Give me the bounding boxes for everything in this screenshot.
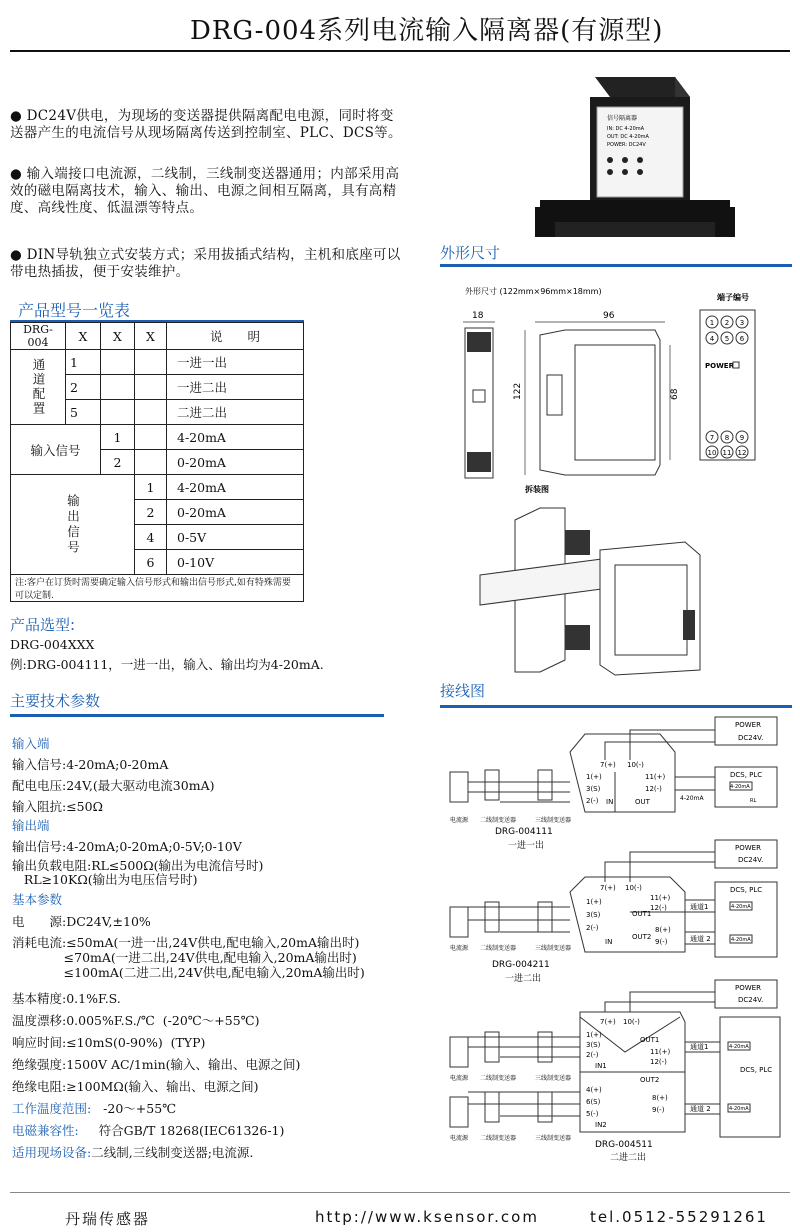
wiring-in: IN — [605, 938, 613, 946]
wiring-terminal: 7(+) — [600, 884, 616, 892]
photo-label-2: IN: DC 4-20mA — [607, 126, 645, 132]
output-section-title: 输出端 — [12, 818, 50, 833]
selection-example: 例:DRG-004111，一进一出，输入、输出均为4-20mA. — [10, 657, 324, 672]
wiring-rule — [440, 705, 792, 708]
terminal-title: 端子编号 — [717, 293, 749, 302]
channel-desc: 二进二出 — [167, 400, 304, 425]
terminal-number: 3 — [739, 319, 745, 327]
output-label: 输出信号 — [11, 475, 135, 575]
wiring-three-wire: 三线制变送器 — [535, 817, 572, 824]
spec-line: 基本精度:0.1%F.S. — [12, 991, 121, 1006]
wiring-source: 电流源 — [450, 1135, 469, 1142]
wiring-terminal: 6(S) — [586, 1098, 601, 1106]
basic-section-title: 基本参数 — [12, 892, 63, 907]
wiring-ch1: 通道1 — [690, 903, 709, 911]
title-divider — [10, 50, 790, 52]
output-code: 6 — [135, 550, 167, 575]
terminal-number: 5 — [724, 335, 730, 343]
wiring-two-wire: 二线制变送器 — [480, 1135, 517, 1142]
wiring-d3-model: DRG-004511 — [595, 1140, 653, 1150]
dim-68: 68 — [670, 388, 680, 400]
terminal-number: 10 — [707, 449, 717, 457]
specs-rule — [10, 714, 384, 717]
temp-value: -20～+55℃ — [103, 1101, 177, 1116]
output-code: 2 — [135, 500, 167, 525]
wiring-title: 接线图 — [440, 682, 486, 700]
wiring-terminal: 2(-) — [586, 924, 599, 932]
col-model: DRG-004 — [11, 323, 66, 350]
wiring-rl: RL — [750, 798, 757, 804]
specs-title: 主要技术参数 — [10, 692, 101, 710]
terminal-number: 7 — [709, 434, 715, 442]
wiring-three-wire: 三线制变送器 — [535, 1135, 572, 1142]
intro-paragraph-1: ● DC24V供电，为现场的变送器提供隔离配电电源，同时将变送器产生的电流信号从现场隔离传送到控制室、PLC、DCS等。 — [10, 108, 402, 141]
output-desc: 0-10V — [167, 550, 304, 575]
wiring-d2-desc: 一进二出 — [505, 974, 542, 984]
wiring-power: POWER — [735, 984, 761, 992]
wiring-ch2: 通道 2 — [690, 935, 711, 943]
terminal-number: 8 — [724, 434, 730, 442]
photo-label-1: 信号隔离器 — [607, 115, 638, 122]
wiring-in1: IN1 — [595, 1062, 607, 1070]
wiring-diagrams — [440, 712, 792, 1162]
col-x1: X — [66, 323, 101, 350]
input-code: 1 — [101, 425, 135, 450]
wiring-two-wire: 二线制变送器 — [480, 1075, 517, 1082]
selection-code: DRG-004XXX — [10, 637, 95, 652]
wiring-terminal: 12(-) — [650, 1058, 667, 1066]
wiring-dc24: DC24V. — [738, 856, 764, 864]
wiring-terminal: 8(+) — [655, 926, 671, 934]
wiring-ch1: 通道1 — [690, 1043, 709, 1051]
wiring-dcs: DCS, PLC — [730, 886, 763, 894]
specs-block — [12, 735, 432, 1164]
wiring-ma: 4-20mA — [729, 1106, 749, 1112]
model-table-title: 产品型号一览表 — [18, 301, 131, 320]
input-label: 输入信号 — [11, 425, 101, 475]
intro-paragraph-2: ● 输入端接口电流源，二线制，三线制变送器通用；内部采用高效的磁电隔离技术，输入、输出、电源之间相互隔离，具有高精度、高线性度、低温漂等特点。 — [10, 166, 400, 216]
footer-rule — [10, 1192, 790, 1193]
wiring-terminal: 3(S) — [586, 1041, 601, 1049]
wiring-d3-desc: 二进二出 — [610, 1153, 647, 1162]
wiring-terminal: 10(-) — [623, 1018, 640, 1026]
wiring-ma: 4-20mA — [730, 784, 750, 790]
wiring-dc24: DC24V. — [738, 734, 764, 742]
channel-desc: 一进一出 — [167, 350, 304, 375]
terminal-number: 9 — [739, 434, 745, 442]
product-photo — [535, 72, 740, 247]
wiring-terminal: 7(+) — [600, 761, 616, 769]
assembly-title: 拆装图 — [525, 485, 549, 494]
wiring-terminal: 4(+) — [586, 1086, 602, 1094]
wiring-terminal: 2(-) — [586, 1051, 599, 1059]
footer-company: 丹瑞传感器 — [65, 1210, 151, 1228]
wiring-terminal: 11(+) — [650, 1048, 671, 1056]
wiring-out: OUT — [635, 798, 650, 806]
output-desc: 0-20mA — [167, 500, 304, 525]
wiring-terminal: 2(-) — [586, 797, 599, 805]
output-desc: 4-20mA — [167, 475, 304, 500]
wiring-out2: OUT2 — [632, 933, 652, 941]
wiring-ma: 4-20mA — [731, 904, 751, 910]
input-section-title: 输入端 — [12, 736, 50, 751]
wiring-d2-model: DRG-004211 — [492, 960, 550, 970]
terminal-number: 11 — [722, 449, 732, 457]
wiring-terminal: 1(+) — [586, 898, 602, 906]
wiring-two-wire: 二线制变送器 — [480, 945, 517, 952]
spec-line: ≤70mA(一进二出,24V供电,配电输入,20mA输出时) — [12, 950, 357, 965]
spec-line: 输入信号:4-20mA;0-20mA — [12, 757, 169, 772]
channel-code: 1 — [66, 350, 101, 375]
wiring-terminal: 10(-) — [627, 761, 644, 769]
wiring-ch2: 通道 2 — [690, 1105, 711, 1113]
spec-line: RL≥10KΩ(输出为电压信号时) — [12, 872, 198, 887]
col-desc: 说 明 — [167, 323, 304, 350]
wiring-power: POWER — [735, 721, 761, 729]
wiring-terminal: 3(S) — [586, 911, 601, 919]
footer-url[interactable]: http://www.ksensor.com — [315, 1208, 539, 1226]
input-desc: 4-20mA — [167, 425, 304, 450]
wiring-terminal: 7(+) — [600, 1018, 616, 1026]
spec-line: 输入阻抗:≤50Ω — [12, 799, 103, 814]
output-code: 4 — [135, 525, 167, 550]
wiring-in: IN — [606, 798, 614, 806]
selection-title: 产品选型: — [10, 616, 76, 634]
spec-line: ≤100mA(二进二出,24V供电,配电输入,20mA输出时) — [12, 965, 365, 980]
wiring-out1: OUT1 — [640, 1036, 660, 1044]
dimension-caption: 外形尺寸 (122mm×96mm×18mm) — [465, 287, 602, 296]
terminal-number: 2 — [724, 319, 730, 327]
wiring-out2: OUT2 — [640, 1076, 660, 1084]
emc-value: 符合GB/T 18268(IEC61326-1) — [98, 1123, 285, 1138]
dim-18: 18 — [472, 311, 484, 321]
wiring-terminal: 11(+) — [650, 894, 671, 902]
dim-122: 122 — [513, 382, 523, 400]
wiring-dcs2: DCS, PLC — [740, 1066, 773, 1074]
wiring-terminal: 10(-) — [625, 884, 642, 892]
output-desc: 0-5V — [167, 525, 304, 550]
intro-paragraph-3: ● DIN导轨独立式安装方式；采用拔插式结构，主机和底座可以带电热插拔，便于安装维护。 — [10, 247, 401, 280]
emc-label: 电磁兼容性: — [12, 1123, 79, 1138]
spec-line: 消耗电流:≤50mA(一进一出,24V供电,配电输入,20mA输出时) — [12, 935, 360, 950]
channel-label: 通道配置 — [11, 350, 66, 425]
spec-line: 电 源:DC24V,±10% — [12, 914, 151, 929]
channel-desc: 一进二出 — [167, 375, 304, 400]
wiring-terminal: 8(+) — [652, 1094, 668, 1102]
wiring-terminal: 12(-) — [645, 785, 662, 793]
dim-96: 96 — [603, 311, 615, 321]
wiring-d1-model: DRG-004111 — [495, 827, 553, 837]
wiring-terminal: 12(-) — [650, 904, 667, 912]
wiring-power: POWER — [735, 844, 761, 852]
table-note: 注:客户在订货时需要确定输入信号形式和输出信号形式,如有特殊需要可以定制. — [11, 575, 304, 602]
power-label: POWER — [705, 362, 734, 370]
app-label: 适用现场设备: — [12, 1145, 92, 1160]
wiring-source: 电流源 — [450, 1075, 469, 1082]
photo-label-4: POWER: DC24V — [607, 142, 646, 148]
input-desc: 0-20mA — [167, 450, 304, 475]
terminal-number: 1 — [709, 319, 715, 327]
spec-line: 输出负载电阻:RL≤500Ω(输出为电流信号时) — [12, 858, 264, 873]
spec-line: 绝缘电阻:≥100MΩ(输入、输出、电源之间) — [12, 1079, 259, 1094]
spec-line: 响应时间:≤10mS(0-90%) (TYP) — [12, 1035, 206, 1050]
wiring-dcs: DCS, PLC — [730, 771, 763, 779]
terminal-number: 6 — [739, 335, 745, 343]
col-x2: X — [101, 323, 135, 350]
wiring-d1-desc: 一进一出 — [508, 841, 545, 851]
temp-label: 工作温度范围: — [12, 1101, 92, 1116]
wiring-terminal: 5(-) — [586, 1110, 599, 1118]
wiring-terminal: 1(+) — [586, 773, 602, 781]
page-title: DRG-004系列电流输入隔离器(有源型) — [190, 16, 664, 46]
model-selection-table — [10, 322, 304, 602]
terminal-number: 12 — [737, 449, 747, 457]
wiring-two-wire: 二线制变送器 — [480, 817, 517, 824]
spec-line: 输出信号:4-20mA;0-20mA;0-5V;0-10V — [12, 839, 242, 854]
spec-line: 温度漂移:0.005%F.S./℃ (-20℃～+55℃) — [12, 1013, 260, 1028]
app-value: 二线制,三线制变送器;电流源. — [91, 1145, 254, 1160]
photo-label-3: OUT: DC 4-20mA — [607, 134, 649, 140]
channel-code: 5 — [66, 400, 101, 425]
wiring-ma: 4-20mA — [680, 795, 704, 802]
output-code: 1 — [135, 475, 167, 500]
dimension-drawing — [455, 280, 795, 680]
wiring-out1: OUT1 — [632, 910, 652, 918]
wiring-in2: IN2 — [595, 1121, 607, 1129]
dimensions-title: 外形尺寸 — [440, 244, 501, 262]
wiring-source: 电流源 — [450, 817, 469, 824]
col-x3: X — [135, 323, 167, 350]
wiring-terminal: 9(-) — [655, 938, 668, 946]
wiring-terminal: 3(S) — [586, 785, 601, 793]
wiring-ma: 4-20mA — [731, 937, 751, 943]
wiring-ma: 4-20mA — [729, 1044, 749, 1050]
wiring-three-wire: 三线制变送器 — [535, 945, 572, 952]
spec-line: 配电电压:24V,(最大驱动电流30mA) — [12, 778, 215, 793]
input-code: 2 — [101, 450, 135, 475]
wiring-terminal: 1(+) — [586, 1031, 602, 1039]
spec-line: 绝缘强度:1500V AC/1min(输入、输出、电源之间) — [12, 1057, 301, 1072]
channel-code: 2 — [66, 375, 101, 400]
dimensions-rule — [440, 264, 792, 267]
wiring-dc24: DC24V. — [738, 996, 764, 1004]
wiring-terminal: 9(-) — [652, 1106, 665, 1114]
terminal-number: 4 — [709, 335, 715, 343]
wiring-three-wire: 三线制变送器 — [535, 1075, 572, 1082]
footer-tel: tel.0512-55291261 — [590, 1208, 768, 1226]
wiring-terminal: 11(+) — [645, 773, 666, 781]
wiring-source: 电流源 — [450, 945, 469, 952]
